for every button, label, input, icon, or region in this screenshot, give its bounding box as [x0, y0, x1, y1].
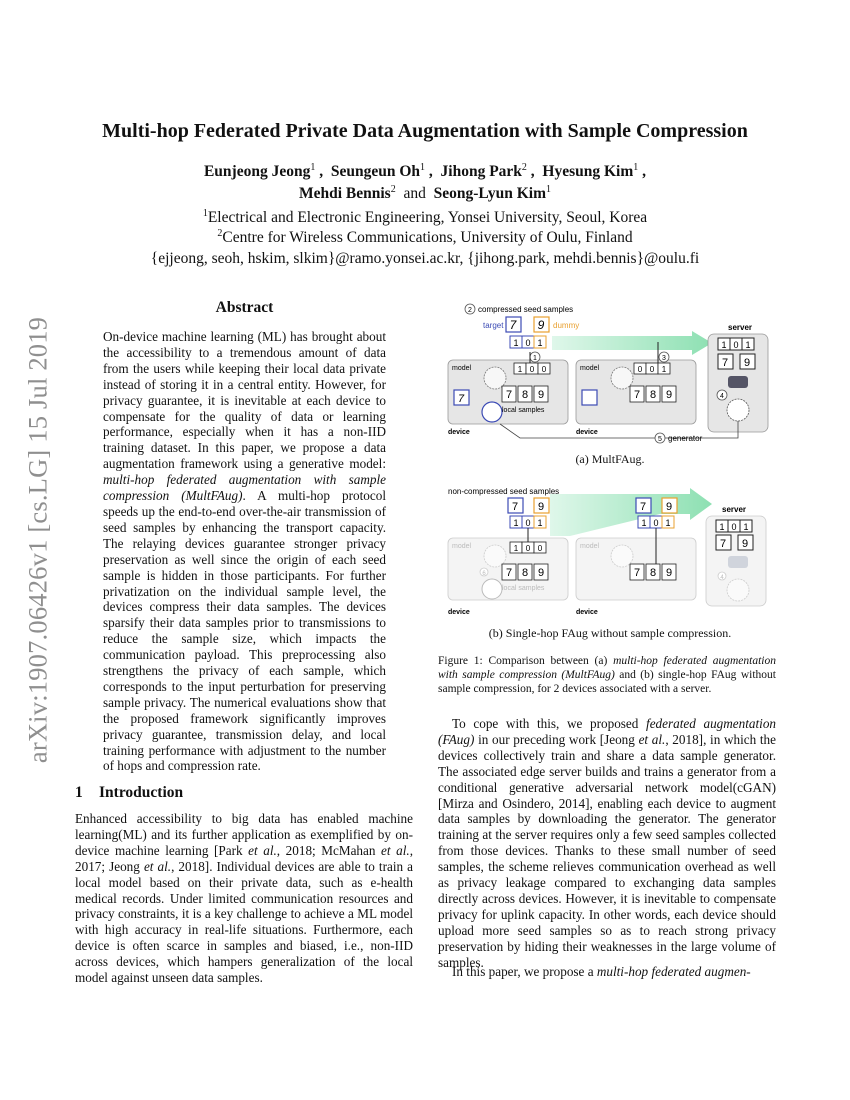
svg-text:7: 7: [633, 389, 641, 401]
arxiv-id: arXiv:1907.06426v1 [cs.LG] 15 Jul 2019: [22, 316, 53, 764]
dummy-label: dummy: [553, 321, 580, 330]
svg-text:0: 0: [525, 338, 531, 348]
svg-text:1: 1: [537, 518, 543, 528]
author: Jihong Park$^2$: [440, 162, 527, 181]
svg-text:model: model: [580, 365, 600, 372]
svg-text:1: 1: [665, 518, 671, 528]
author-and: and: [403, 185, 426, 203]
svg-text:0: 0: [537, 544, 543, 553]
author: Hyesung Kim$^1$: [542, 162, 639, 181]
device-2-label: device: [576, 429, 598, 436]
noncompressed-seed-label: non-compressed seed samples: [448, 487, 560, 496]
figure-1a: [440, 300, 780, 450]
svg-text:6: 6: [482, 571, 486, 577]
svg-text:9: 9: [537, 567, 545, 579]
affiliation-1: $^1$Electrical and Electronic Engineering, Yonsei University, Seoul, Korea: [202, 208, 648, 227]
svg-text:8: 8: [521, 567, 529, 579]
svg-text:1: 1: [533, 355, 537, 362]
author: Seong-Lyun Kim$^1$: [433, 184, 552, 203]
subcaption-a: (a) MultFAug.: [575, 452, 645, 466]
author-line-1: Eunjeong Jeong$^1$ , Seungeun Oh$^1$ , Jihong Park$^2$ , Hyesung Kim$^1$ ,: [203, 162, 647, 181]
svg-text:1: 1: [513, 544, 519, 553]
svg-text:0: 0: [541, 365, 547, 374]
step-badge: 2: [468, 307, 472, 314]
svg-text:9: 9: [537, 318, 545, 332]
subcaption-b: (b) Single-hop FAug without sample compression.: [488, 626, 732, 640]
svg-text:9: 9: [665, 567, 673, 579]
svg-text:1: 1: [721, 340, 727, 350]
svg-text:1: 1: [517, 365, 523, 374]
svg-text:model: model: [580, 543, 600, 550]
device-1-label: device: [448, 429, 470, 436]
svg-text:7: 7: [509, 318, 517, 332]
svg-text:0: 0: [525, 518, 531, 528]
col2-paragraph: To cope with this, we proposed federated augmentation (FAug) in our preceding work [Jeong et al., 2018], in which the devices collectively train and share a data sample generator. The associated edge server builds and trains a generator from a conditional generative adversarial network model(cGAN) [Mirza and Osindero, 2014], enabling each device to augment data samples by downloading the generator. The generator training at the server requires only a few seed samples collected from those devices. Thanks to these small number of seed samples, the scheme relieves communication overhead as well as privacy leakage compared to exchanging data samples directly across devices. However, it is inevitable to compensate privacy for uplink capacity. In other words, each device should upload more seed samples so as to reach strong privacy preservation by hiding their weaknesses in the large volume of samples.: [438, 716, 777, 970]
col2-paragraph: In this paper, we propose a multi-hop federated augmen-: [452, 964, 751, 979]
svg-text:7: 7: [457, 393, 465, 405]
paper-title: Multi-hop Federated Private Data Augmentation with Sample Compression: [102, 120, 748, 142]
svg-text:8: 8: [649, 389, 657, 401]
svg-text:8: 8: [649, 567, 657, 579]
svg-text:9: 9: [537, 389, 545, 401]
svg-text:0: 0: [649, 365, 655, 374]
arxiv-stamp: [8, 300, 68, 780]
compressed-seed-label: compressed seed samples: [478, 305, 574, 314]
svg-text:7: 7: [633, 567, 641, 579]
svg-text:0: 0: [731, 522, 737, 532]
svg-text:1: 1: [745, 340, 751, 350]
model-label: model: [452, 365, 472, 372]
svg-text:7: 7: [511, 501, 519, 513]
affiliation-2: $^2$Centre for Wireless Communications, University of Oulu, Finland: [217, 228, 633, 247]
svg-text:1: 1: [661, 365, 667, 374]
generator-label: generator: [668, 434, 703, 443]
author-emails: {ejjeong, seoh, hskim, slkim}@ramo.yonsei.ac.kr, {jihong.park, mehdi.bennis}@oulu.fi: [150, 250, 700, 267]
server-label: server: [728, 323, 753, 332]
uplink-arrow: [552, 331, 712, 355]
svg-text:5: 5: [658, 436, 662, 443]
author: Seungeun Oh$^1$: [330, 162, 426, 181]
svg-text:9: 9: [537, 501, 545, 513]
svg-text:7: 7: [721, 357, 729, 369]
svg-text:7: 7: [505, 567, 513, 579]
svg-text:local samples: local samples: [502, 585, 545, 592]
svg-text:1: 1: [513, 338, 519, 348]
svg-text:7: 7: [639, 501, 647, 513]
svg-text:server: server: [722, 505, 747, 514]
svg-text:3: 3: [662, 355, 666, 362]
svg-text:model: model: [452, 543, 472, 550]
abstract-body: On-device machine learning (ML) has brought about the accessibility to a tremendous amount of data from the users while keeping their local data private instead of storing it in a central entity. However, for privacy guarantee, it is inevitable at each device to compensate for the quality of data or learning performance, especially when it has a non-IID training dataset. In this paper, we propose a data augmentation framework using a generative model: multi-hop federated augmentation with sample compression (MultFAug). A multi-hop protocol speeds up the end-to-end over-the-air transmission of seed samples by enhancing the transport capacity. The relaying devices guarantee stronger privacy preservation as well since the origin of each seed sample is hidden in those participants. For further privatization on the individual sample level, the devices compress their data samples. The devices sparsify their data samples prior to transmissions to reduce the sample size, which impacts the communication payload. This preprocessing also strengthens the privacy of each sample, which corresponds to the input perturbation for preserving sample privacy. The numerical evaluations show that the proposed framework significantly improves privacy guarantee, transmission delay, and local training performance with adjustment to the number of hops and compression rate.: [103, 329, 386, 774]
svg-text:1: 1: [743, 522, 749, 532]
target-label: target: [483, 321, 504, 330]
figure-1b: [440, 484, 780, 622]
svg-text:0: 0: [653, 518, 659, 528]
svg-text:9: 9: [665, 389, 673, 401]
svg-text:0: 0: [733, 340, 739, 350]
svg-text:0: 0: [525, 544, 531, 553]
author-line-2: [0, 184, 850, 203]
svg-text:1: 1: [537, 338, 543, 348]
svg-text:1: 1: [641, 518, 647, 528]
svg-text:9: 9: [665, 501, 673, 513]
svg-text:local samples: local samples: [502, 407, 545, 414]
svg-text:1: 1: [719, 522, 725, 532]
author: Mehdi Bennis$^2$: [298, 184, 396, 203]
svg-text:device: device: [448, 609, 470, 616]
section-heading: 1 Introduction: [75, 784, 184, 801]
figure-caption: Figure 1: Comparison between (a) multi-hop federated augmentation with sample compression (MultFAug) and (b) single-hop FAug without sample compression, for 2 devices associated with a server.: [438, 655, 776, 695]
svg-text:0: 0: [529, 365, 535, 374]
svg-text:4: 4: [720, 393, 724, 400]
svg-text:7: 7: [719, 538, 727, 550]
svg-text:4: 4: [720, 575, 724, 581]
svg-text:9: 9: [741, 538, 749, 550]
intro-paragraph: Enhanced accessibility to big data has enabled machine learning(ML) and its further application as exemplified by on-device machine learning [Park et al., 2018; McMahan et al., 2017; Jeong et al., 2018]. Individual devices are able to train a local model based on their private data, such as e-health medical records. Under limited communication resources and privacy constraints, it is a key challenge to achieve a ML model with high accuracy in real-life situations. Furthermore, each device is often scarce in samples and biased, i.e., non-IID across devices, which hampers generalization of the local model against unseen data samples.: [75, 811, 414, 986]
svg-text:7: 7: [505, 389, 513, 401]
uplink-arrow: [550, 488, 712, 536]
svg-text:device: device: [576, 609, 598, 616]
author: Eunjeong Jeong$^1$: [203, 162, 316, 181]
svg-text:8: 8: [521, 389, 529, 401]
abstract-heading: Abstract: [215, 299, 274, 316]
svg-text:1: 1: [513, 518, 519, 528]
svg-text:0: 0: [637, 365, 643, 374]
svg-text:9: 9: [743, 357, 751, 369]
